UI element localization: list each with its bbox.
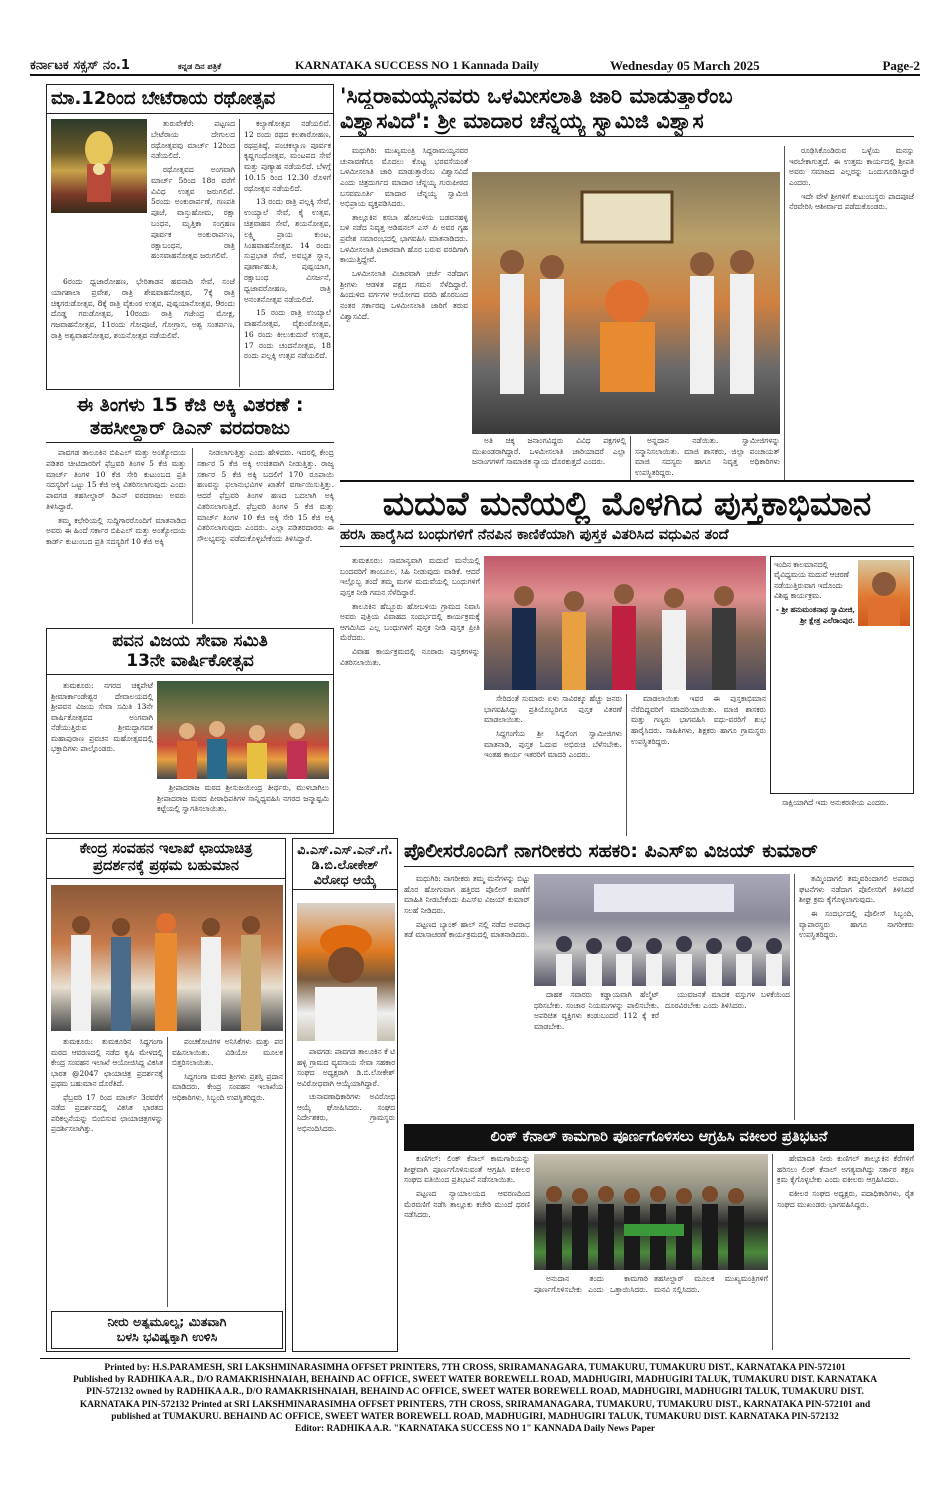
story-paragraph: ಅನ್ನದಾನ ನಡೆಯಿತು. ಸ್ವಾಮೀಜಿಗಳನ್ನು ಸನ್ಮಾನಿಸಲಾಯಿತು. ಮಾಜಿ ಶಾಸಕರು, ಜಿಲ್ಲಾ ಪಂಚಾಯತ್ ಮಾಜಿ ಸದಸ್ಯರು ಹಾಗೂ ನಿವೃತ್ತ ಅಧಿಕಾರಿಗಳು ಉಪಸ್ಥಿತರಿದ್ದರು.	[635, 436, 780, 477]
slogan-line-1: ನೀರು ಅತ್ಯಮೂಲ್ಯ; ಮಿತವಾಗಿ	[107, 1314, 227, 1329]
story-headline: ಕೇಂದ್ರ ಸಂವಹನ ಇಲಾಖೆ ಛಾಯಾಚಿತ್ರ	[79, 841, 253, 857]
story-paragraph: ಹೇಮಾವತಿ ನೀರು ಕುಣಿಗಲ್ ತಾಲ್ಲೂಕಿನ ಕೆರೆಗಳಿಗೆ ಹರಿಸಲು ಲಿಂಕ್ ಕೆನಾಲ್ ಅಗತ್ಯವಾಗಿದ್ದು ಸರ್ಕಾರ ತಕ್ಷಣ ಕ್ರಮ ಕೈಗೊಳ್ಳಬೇಕು ಎಂದು ವಕೀಲರು ಆಗ್ರಹಿಸಿದರು.	[777, 1154, 914, 1185]
story-paragraph: ತುಮಕೂರು: ತುಮಕೂರಿನ ಸಿದ್ದಗಂಗಾ ಮಠದ ಆವರಣದಲ್ಲಿ ನಡೆದ ಕೃಷಿ ಮೇಳದಲ್ಲಿ ಕೇಂದ್ರ ಸಂವಹನ ಇಲಾಖೆ ಆಯೋಜಿಸಿದ್ದ ವಿಕಸಿತ ಭಾರತ @2047 ಛಾಯಾಚಿತ್ರ ಪ್ರದರ್ಶನಕ್ಕೆ ಪ್ರಥಮ ಬಹುಮಾನ ದೊರೆತಿದೆ.	[51, 1037, 163, 1089]
audience-illustration	[534, 874, 790, 986]
paper-english-name: KARNATAKA SUCCESS NO 1 Kannada Daily	[295, 58, 539, 72]
masthead	[30, 54, 920, 76]
story-body-left	[51, 1037, 163, 1307]
swamiji-felicitation-photo	[472, 172, 780, 434]
story-paragraph: ನೀಡಲಾಗುತ್ತಿತ್ತು ಎಂದು ಹೇಳಿದರು. ಇದರಲ್ಲಿ ಕೇಂದ್ರ ಸರ್ಕಾರ 5 ಕೆಜಿ ಅಕ್ಕಿ ಉಚಿತವಾಗಿ ನೀಡುತ್ತಿತ್ತು. ರಾಜ್ಯ ಸರ್ಕಾರ 5 ಕೆಜಿ ಅಕ್ಕಿ ಬದಲಿಗೆ 170 ರೂಪಾಯಿ ಹಣವನ್ನು ಫಲಾನುಭವಿಗಳ ಖಾತೆಗೆ ವರ್ಗಾಯಿಸುತ್ತಿತ್ತು. ಆದರೆ ಫೆಬ್ರವರಿ ತಿಂಗಳ ಹಣದ ಬದಲಾಗಿ ಅಕ್ಕಿ ವಿತರಿಸಲಾಗುತ್ತಿದೆ. ಫೆಬ್ರವರಿ ತಿಂಗಳ 5 ಕೆಜಿ ಮತ್ತು ಮಾರ್ಚ್ ತಿಂಗಳ 10 ಕೆಜಿ ಅಕ್ಕಿ ಸೇರಿ 15 ಕೆಜಿ ಅಕ್ಕಿ ವಿತರಿಸಲಾಗುವುದು ಎಂದರು. ಎಲ್ಲಾ ಪಡಿತರದಾರರು ಈ ಸೌಲಭ್ಯವನ್ನು ಪಡೆದುಕೊಳ್ಳಬೇಕೆಂದು ತಿಳಿಸಿದ್ದಾರೆ.	[197, 448, 334, 544]
story-body-bottom	[51, 277, 235, 387]
story-body-mid	[484, 694, 622, 836]
story-body-right-end	[770, 798, 914, 836]
story-paragraph: ತಾಲೂಕಿನ ಹೆಬ್ಬೂರು ಹೋಬಳಿಯ ಗ್ರಾಮದ ನಿವಾಸಿ ಅವರು ಪುತ್ರಿಯ ವಿವಾಹದ ಸಂದರ್ಭದಲ್ಲಿ ಕಾರ್ಯಕ್ರಮಕ್ಕೆ ಆಗಮಿಸಿದ ಎಲ್ಲ ಬಂಧುಗಳಿಗೆ ಪುಸ್ತಕ ನೀಡಿ ಪುಸ್ತಕ ಪ್ರೀತಿ ಮೆರೆದರು.	[340, 601, 480, 643]
imprint-editor-line: Editor: RADHIKA A.R. "KARNATAKA SUCCESS NO 1" KANNADA Daily News Paper	[294, 1424, 656, 1435]
swamiji-portrait	[858, 560, 910, 626]
story-paragraph: ಪಾವಗಡ: ಪಾವಗಡ ತಾಲೂಕಿನ ಕೆ ಟಿ ಹಳ್ಳಿ ಗ್ರಾಮದ ವ್ಯವಸಾಯ ಸೇವಾ ಸಹಕಾರ ಸಂಘದ ಅಧ್ಯಕ್ಷರಾಗಿ ಡಿ.ಬಿ.ಲೋಕೇಶ್ ಅವಿರೋಧವಾಗಿ ಆಯ್ಕೆಯಾಗಿದ್ದಾರೆ.	[297, 1047, 395, 1088]
story-body-left	[46, 448, 186, 624]
page-number: Page-2	[882, 58, 920, 73]
story-paragraph: ರೂಢಿಸಿಕೊಂಡಿರುವ ಒಳ್ಳೆಯ ಮನಸ್ಸು ಇರಬೇಕಾಗುತ್ತದೆ. ಈ ಉತ್ತಮ ಕಾರ್ಯದಲ್ಲಿ ಶ್ರೀಪತಿ ಅವರು ಸಮಾಜದ ಎಲ್ಲರನ್ನು ಒಂದುಗೂಡಿಸಿದ್ದಾರೆ ಎಂದರು.	[789, 146, 914, 187]
story-headline: ಮದುವೆ ಮನೆಯಲ್ಲಿ ಮೊಳಗಿದ ಪುಸ್ತಕಾಭಿಮಾನ	[340, 480, 914, 524]
story-paragraph: ವಕೀಲರ ಸಂಘದ ಅಧ್ಯಕ್ಷರು, ಪದಾಧಿಕಾರಿಗಳು, ರೈತ ಸಂಘದ ಮುಖಂಡರು ಭಾಗವಹಿಸಿದ್ದರು.	[777, 1188, 914, 1209]
quote-attribution: - ಶ್ರೀ ಹನುಮಂತನಾಥ ಸ್ವಾಮೀಜಿ, ಶ್ರೀ ಕ್ಷೇತ್ರ ಎಲೆರಾಂಪುರ.	[775, 605, 855, 625]
story-body-mid2	[630, 436, 780, 480]
temple-deity-photo	[51, 119, 147, 213]
story-headline-line3: ವಿರೋಧ ಆಯ್ಕೆ	[293, 872, 397, 890]
story-body-left	[404, 874, 530, 1120]
story-body-right	[192, 448, 334, 624]
story-rathotsava	[46, 84, 334, 390]
story-paragraph: ಮಧುಗಿರಿ: ನಾಗರೀಕರು ತಮ್ಮ ಮನೆಗಳನ್ನು ಬಿಟ್ಟು ಹೊರ ಹೋಗುವಾಗ ಹತ್ತಿರದ ಪೊಲೀಸ್ ಠಾಣೆಗೆ ಮಾಹಿತಿ ನೀಡಬೇಕೆಂದು ಪಿಎಸ್ಐ ವಿಜಯ್ ಕುಮಾರ್ ಸಲಹೆ ನೀಡಿದರು.	[404, 874, 530, 915]
story-paragraph: ತುರುವೇಕೆರೆ: ಪಟ್ಟಣದ ಬೇಟೆರಾಯ ದೇಗುಲದ ರಥೋತ್ಸವವು ಮಾರ್ಚ್ 12ರಿಂದ ನಡೆಯಲಿದೆ.	[151, 119, 235, 161]
protest-group-illustration	[534, 1154, 768, 1270]
slogan-line-2: ಬಳಸಿ ಭವಿಷ್ಯಕ್ಕಾಗಿ ಉಳಿಸಿ	[116, 1329, 218, 1344]
story-pavana-vijaya	[46, 628, 334, 834]
story-body-left	[340, 146, 468, 436]
story-body-right	[772, 1154, 914, 1350]
story-body-right	[239, 119, 331, 387]
story-body-right	[784, 146, 914, 480]
imprint-line: Printed by: H.S.PARAMESH, SRI LAKSHMINARASIMHA OFFSET PRINTERS, 7TH CROSS, SRIRAMANAGARA, TUMAKURU, TUMAKURU DIST., KARNATAKA PIN-572101	[104, 1363, 846, 1373]
story-subheadline: 13ನೇ ವಾರ್ಷಿಕೋತ್ಸವ	[47, 651, 333, 674]
story-paragraph: ಸಿದ್ದಗಂಗಾ ಮಠದ ಶ್ರೀಗಳು ಪ್ರಶಸ್ತಿ ಪ್ರದಾನ ಮಾಡಿದರು. ಕೇಂದ್ರ ಸಂವಹನ ಇಲಾಖೆಯ ಅಧಿಕಾರಿಗಳು, ಸಿಬ್ಬಂದಿ ಉಪಸ್ಥಿತರಿದ್ದರು.	[172, 1071, 283, 1102]
story-body-left	[51, 681, 153, 831]
lawyers-protest-photo	[534, 1154, 768, 1270]
wedding-photo	[484, 556, 766, 690]
award-group-illustration	[51, 885, 283, 1031]
story-paragraph: ಪಂಚಕೋಟಿಗಳ ಅನಿಸಿಕೆಗಳು ಮತ್ತು ಪರ ವಹಿಸಲಾಯಿತು. ವಿಡಿಯೋ ಮೂಲಕ ಬಿತ್ತರಿಸಲಾಯಿತು.	[172, 1037, 283, 1068]
paper-name: ಕರ್ನಾಟಕ ಸಕ್ಸಸ್ ನಂ.1	[30, 58, 130, 73]
story-paragraph: ಸಾಕ್ಷಿಯಾಗಿದೆ ಇದು ಅನುಕರಣೀಯ ಎಂದರು.	[782, 798, 889, 807]
quote-box	[770, 556, 914, 794]
story-body-right	[794, 874, 914, 1120]
story-subheadline: ಹರಸಿ ಹಾರೈಸಿದ ಬಂಧುಗಳಿಗೆ ನೆನಪಿನ ಕಾಣಿಕೆಯಾಗಿ ಪುಸ್ತಕ ವಿತರಿಸಿದ ವಧುವಿನ ತಂದೆ	[340, 524, 914, 547]
story-body-mid	[534, 990, 790, 1120]
deity-illustration	[51, 119, 147, 213]
story-police-cooperation	[404, 840, 914, 1122]
group-illustration	[472, 172, 780, 434]
imprint-line: KARNATAKA PIN-572132 Printed at SRI LAKSHMINARASIMHA OFFSET PRINTERS, 7TH CROSS, SRIRAMANAGARA, TUMAKURU, TUMAKURU DIST., KARNATAKA PIN-572101 and	[79, 1399, 871, 1410]
story-paragraph: ಅತಿ ಚಿಕ್ಕ ಜನಾಂಗವಿದ್ದರು ವಿವಿಧ ಪಕ್ಷಗಳಲ್ಲಿ ಮುಖಂಡರಾಗಿದ್ದಾರೆ. ಒಳಮೀಸಲಾತಿ ಜಾರಿಯಾದರೆ ಎಲ್ಲಾ ಜನಾಂಗಗಳಿಗೆ ಸಾಮಾಜಿಕ ನ್ಯಾಯ ದೊರಕುತ್ತದೆ ಎಂದರು.	[472, 436, 626, 467]
people-illustration	[157, 681, 329, 779]
lokesh-portrait	[297, 903, 395, 1041]
story-headline-line2: ವಿಶ್ವಾಸವಿದೆ': ಶ್ರೀ ಮಾದಾರ ಚೆನ್ನಯ್ಯ ಸ್ವಾಮಿಜಿ ವಿಶ್ವಾಸ	[340, 109, 914, 137]
story-internal-reservation	[340, 84, 914, 480]
story-paragraph: 6ರಂದು ಧ್ವಜಾರೋಹಣ, ಭೇರಿತಾಡನ ಹವನಾದಿ ಸೇವೆ, ಸಂಜೆ ಯಾಗಶಾಲಾ ಪ್ರವೇಶ, ರಾತ್ರಿ ಶೇಷವಾಹನೋತ್ಸವ, 7ಕ್ಕೆ ರಾತ್ರಿ ಚಿಕ್ಕಗರುಡೋತ್ಸವ, 8ಕ್ಕೆ ರಾತ್ರಿ ವೈಕುಂಠ ಉತ್ಸವ, ಪುಷ್ಪಯಾನೋತ್ಸವ, 9ರಂದು ದೊಡ್ಡ ಗರುಡೋತ್ಸವ, 10ರಂದು ರಾತ್ರಿ ಗಜೇಂದ್ರ ಮೋಕ್ಷ, ಗಜವಾಹನೋತ್ಸವ, 11ರಂದು ಗೋಪೂಜೆ, ಗೋಗ್ರಾಸ, ಅಶ್ವ ಸಂತರ್ಪಣ, ರಾತ್ರಿ ಅಶ್ವವಾಹನೋತ್ಸವ, ಶಯನೋತ್ಸವ ನಡೆಯಲಿವೆ.	[51, 277, 235, 340]
story-headline: ಲಿಂಕ್ ಕೆನಾಲ್ ಕಾಮಗಾರಿ ಪೂರ್ಣಗೊಳಿಸಲು ಆಗ್ರಹಿಸಿ ವಕೀಲರ ಪ್ರತಿಭಟನೆ	[404, 1124, 914, 1151]
story-body	[297, 1047, 395, 1347]
quote-text: ಇಂದಿನ ಕಾಲಮಾನದಲ್ಲಿ ವೈವಿಧ್ಯಮಯ ಮದುವೆ ಆಚರಣೆ ನಡೆಯುತ್ತಿರುವಾಗ ಇದೊಂದು ವಿಶಿಷ್ಟ ಕಾರ್ಯಕ್ರಮ.	[774, 560, 849, 601]
story-paragraph: ಪಾವಗಡ ತಾಲೂಕಿನ ಬಿಪಿಎಲ್ ಮತ್ತು ಅಂತ್ಯೋದಯ ಪಡಿತರ ಚೀಟಿದಾರರಿಗೆ ಫೆಬ್ರವರಿ ತಿಂಗಳ 5 ಕೆಜಿ ಮತ್ತು ಮಾರ್ಚ್ ತಿಂಗಳ 10 ಕೆಜಿ ಸೇರಿ ಕುಟುಂಬದ ಪ್ರತಿ ಸದಸ್ಯರಿಗೆ ಒಟ್ಟು 15 ಕೆಜಿ ಅಕ್ಕಿ ವಿತರಿಸಲಾಗುವುದು ಎಂದು ಪಾವಗಡ ತಹಸೀಲ್ದಾರ್ ಡಿಎನ್ ವರದರಾಜು ಅವರು ತಿಳಿಸಿದ್ದಾರೆ.	[46, 448, 186, 511]
story-paragraph: ವಿವಾಹ ಕಾರ್ಯಕ್ರಮದಲ್ಲಿ ನೂರಾರು ಪುಸ್ತಕಗಳನ್ನು ವಿತರಿಸಲಾಯಿತು.	[340, 647, 480, 667]
award-ceremony-photo	[51, 885, 283, 1031]
story-headline: ಪವನ ವಿಜಯ ಸೇವಾ ಸಮಿತಿ	[112, 631, 268, 651]
story-paragraph: ಚುನಾವಣಾಧಿಕಾರಿಗಳು ಅವಿರೋಧ ಆಯ್ಕೆ ಘೋಷಿಸಿದರು. ಸಂಘದ ನಿರ್ದೇಶಕರು, ಗ್ರಾಮಸ್ಥರು ಅಭಿನಂದಿಸಿದರು.	[297, 1092, 395, 1133]
paper-tagline: ಕನ್ನಡ ದಿನ ಪತ್ರಿಕೆ	[178, 61, 222, 71]
imprint-line: Published by RADHIKA A.R., D/O RAMAKRISHNAIAH, BEHAIND AC OFFICE, SWEET WATER BOREWELL ROAD, MADHUGIRI, MADHUGIRI TALUK, TUMAKURU DIST. KARNATAKA	[73, 1375, 877, 1386]
imprint-footer	[40, 1358, 910, 1442]
story-headline: ಪೊಲೀಸರೊಂದಿಗೆ ನಾಗರೀಕರು ಸಹಕರಿ: ಪಿಎಸ್ಐ ವಿಜಯ್ ಕುಮಾರ್	[404, 840, 914, 867]
story-paragraph: ಅನುದಾನ ತಂದು ಕಾಮಗಾರಿ ಪೂರ್ಣಗೊಳಿಸಬೇಕು ಎಂದು ಒತ್ತಾಯಿಸಿದರು. ತಹಸೀಲ್ದಾರ್ ಮೂಲಕ ಮುಖ್ಯಮಂತ್ರಿಗಳಿಗೆ ಮನವಿ ಸಲ್ಲಿಸಿದರು.	[534, 1274, 768, 1294]
imprint-line: published at TUMAKURU. BEHAIND AC OFFICE, SWEET WATER BOREWELL ROAD, MADHUGIRI, MADHUGIRI TALUK, TUMAKURU DIST. KARNATAKA PIN-572132	[111, 1411, 839, 1422]
story-headline-line2: ಡಿ.ಬಿ.ಲೋಕೇಶ್	[311, 857, 379, 872]
story-paragraph: ತುಮಕೂರು: ಸಾಮಾನ್ಯವಾಗಿ ಮದುವೆ ಮನೆಯಲ್ಲಿ ಬಂದವರಿಗೆ ತಾಂಬೂಲ, ಸಿಹಿ ನೀಡುವುದು ವಾಡಿಕೆ. ಆದರೆ ಇಲ್ಲೊಬ್ಬ ತಂದೆ ತಮ್ಮ ಮಗಳ ಮದುವೆಯಲ್ಲಿ ಬಂಧುಗಳಿಗೆ ಪುಸ್ತಕ ನೀಡಿ ಗಮನ ಸೆಳೆದಿದ್ದಾರೆ.	[340, 556, 480, 597]
story-body-left	[340, 556, 480, 836]
story-paragraph: ಸೇರಿದಂತೆ ಸುಮಾರು ಏಳು ಸಾವಿರಕ್ಕೂ ಹೆಚ್ಚು ಜನರು ಭಾಗವಹಿಸಿದ್ದು ಪ್ರತಿಯೊಬ್ಬರಿಗೂ ಪುಸ್ತಕ ವಿತರಣೆ ಮಾಡಲಾಯಿತು.	[484, 694, 622, 725]
story-paragraph: ದಾಹಕ ಸವಾರರು ಕಡ್ಡಾಯವಾಗಿ ಹೆಲ್ಮೆಟ್ ಧರಿಸಬೇಕು. ಸಂಚಾರ ನಿಯಮಗಳನ್ನು ಪಾಲಿಸಬೇಕು. ಅಪರಿಚಿತ ವ್ಯಕ್ತಿಗಳು ಕಂಡುಬಂದರೆ 112 ಕ್ಕೆ ಕರೆ ಮಾಡಬೇಕು.	[534, 990, 659, 1031]
story-body-right	[167, 1037, 283, 1307]
water-slogan-box	[51, 1311, 283, 1349]
story-headline: 'ಸಿದ್ದರಾಮಯ್ಯನವರು ಒಳಮೀಸಲಾತಿ ಜಾರಿ ಮಾಡುತ್ತಾರೆಂಬ	[340, 84, 733, 108]
story-paragraph: ಶ್ರೀಪಾದರಾಜ ಮಠದ ಶ್ರೀಸುಜಯೀಂದ್ರ ತೀರ್ಥರು, ಮುಳಬಾಗಿಲು ಶ್ರೀಪಾದರಾಜ ಮಠದ ಪೀಠಾಧಿಪತಿಗಳ ಸಾನ್ನಿಧ್ಯವಹಿಸಿ ನಗರದ ಜನ್ಮಾಷ್ಟಮಿ ಕಟ್ಟೆಯಲ್ಲಿ ಸ್ವಾಗತಿಸಲಾಯಿತು.	[157, 783, 329, 813]
story-subheadline: ತಹಸೀಲ್ದಾರ್ ಡಿಎನ್ ವರದರಾಜು	[46, 417, 334, 443]
story-body-mid	[534, 1274, 768, 1350]
story-subheadline: ಪ್ರದರ್ಶನಕ್ಕೆ ಪ್ರಥಮ ಬಹುಮಾನ	[47, 858, 285, 878]
story-paragraph: ಫೆಬ್ರವರಿ 17 ರಿಂದ ಮಾರ್ಚ್ 3ರವರೆಗೆ ನಡೆದ ಪ್ರದರ್ಶನದಲ್ಲಿ ವಿಕಸಿತ ಭಾರತದ ಪರಿಕಲ್ಪನೆಯನ್ನು ಬಿಂಬಿಸುವ ಛಾಯಾಚಿತ್ರಗಳನ್ನು ಪ್ರದರ್ಶಿಸಲಾಗಿತ್ತು.	[51, 1092, 163, 1134]
story-body-mid	[472, 436, 626, 480]
portrait-illustration	[858, 560, 910, 626]
story-vssn-election	[292, 838, 398, 1352]
story-paragraph: ರಥೋತ್ಸವದ ಅಂಗವಾಗಿ ಮಾರ್ಚ್ 5ರಿಂದ 18ರ ವರೆಗೆ ವಿವಿಧ ಉತ್ಸವ ಜರುಗಲಿವೆ. 5ರಂದು ಅಂಕುರಾರ್ಪಣೆ, ಗಣಪತಿ ಪೂಜೆ, ವಾಸ್ತುಹೋಮ, ರಕ್ಷಾ ಬಂಧನ, ಮೃತ್ತಿಕಾ ಸಂಗ್ರಹಣ ಪೂರ್ವಕ ಅಂಕುರಾರ್ಪಣ, ರಕ್ಷಾಬಂಧನ, ರಾತ್ರಿ ಹಂಸವಾಹನೋತ್ಸವ ಜರುಗಲಿವೆ.	[151, 165, 235, 261]
story-wedding-books	[340, 480, 914, 838]
issue-date: Wednesday 05 March 2025	[610, 58, 760, 73]
story-paragraph: ತುಮಕೂರು: ನಗರದ ಚಿಕ್ಕಪೇಟೆ ಶ್ರೀಮಾರ್ಕಾಂಡೇಶ್ವರ ದೇವಾಲಯದಲ್ಲಿ ಶ್ರೀಪವನ ವಿಜಯ ಸೇವಾ ಸಮಿತಿ 13ನೇ ವಾರ್ಷಿಕೋತ್ಸವದ ಅಂಗವಾಗಿ ನೆಡೆಯುತ್ತಿರುವ ಶ್ರೀಮದ್ಭಾಗವತ ಮಹಾಪುರಾಣ ಪ್ರವಚನ ಮಹೋತ್ಸವದಲ್ಲಿ ಭಕ್ತಾದಿಗಳು ಪಾಲ್ಗೊಂಡರು.	[51, 681, 153, 753]
story-paragraph: ಮಾಡಲಾಯಿತು ಇವರ ಈ ಪುಸ್ತಕಾಭಿಮಾನ ನೆರೆದಿದ್ದವರಿಗೆ ಮಾದರಿಯಾಯಿತು. ಮಾಜಿ ಶಾಸಕರು ಮತ್ತು ಗಣ್ಯರು ಭಾಗವಹಿಸಿ ವಧು-ವರರಿಗೆ ಶುಭ ಹಾರೈಸಿದರು. ಸಾಹಿತಿಗಳು, ಶಿಕ್ಷಕರು ಹಾಗೂ ಗ್ರಾಮಸ್ಥರು ಉಪಸ್ಥಿತರಿದ್ದರು.	[631, 694, 766, 746]
procession-photo	[157, 681, 329, 779]
story-body-left	[404, 1154, 530, 1350]
story-paragraph: ಈ ಸಂದರ್ಭದಲ್ಲಿ ಪೊಲೀಸ್ ಸಿಬ್ಬಂದಿ, ವ್ಯಾಪಾರಸ್ಥರು ಹಾಗೂ ನಾಗರೀಕರು ಉಪಸ್ಥಿತರಿದ್ದರು.	[799, 908, 914, 940]
story-paragraph: ತಾಲ್ಲೂಕಿನ ಕಸಬಾ ಹೋಬಳಿಯ ಬಡವನಹಳ್ಳಿ ಬಳಿ ನಡೆದ ನಿವೃತ್ತ ಅಡಿಷನಲ್ ಎಸ್ ಪಿ ಅವರ ಗೃಹ ಪ್ರವೇಶ ಸಮಾರಂಭದಲ್ಲಿ ಭಾಗವಹಿಸಿ ಮಾತನಾಡಿದರು. ಒಳಮೀಸಲಾತಿ ವಿಚಾರವಾಗಿ ಹೊರ ಬರುವ ವರದಿಗಾಗಿ ಕಾಯುತ್ತಿದ್ದೇವೆ.	[340, 212, 468, 265]
story-paragraph: ತಮ್ಮ ಕಛೇರಿಯಲ್ಲಿ ಸುದ್ದಿಗಾರರೊಂದಿಗೆ ಮಾತನಾಡಿದ ಅವರು ಈ ಹಿಂದೆ ಸರ್ಕಾರ ಬಿಪಿಎಲ್ ಮತ್ತು ಅಂತ್ಯೋದಯ ಕಾರ್ಡ್ ಕುಟುಂಬದ ಪ್ರತಿ ಸದಸ್ಯರಿಗೆ 10 ಕೆಜಿ ಅಕ್ಕಿ	[46, 515, 186, 547]
story-paragraph: ಪಟ್ಟಣದ ಬ್ಯಾಂಕ್ ಹಾಲ್ ನಲ್ಲಿ ನಡೆದ ಅಪರಾಧ ತಡೆ ಮಾಸಾಚರಣೆ ಕಾರ್ಯಕ್ರಮದಲ್ಲಿ ಮಾತನಾಡಿದರು.	[404, 919, 530, 940]
photo-caption	[157, 783, 329, 831]
story-paragraph: ಪಟ್ಟಣದ ನ್ಯಾಯಾಲಯದ ಆವರಣದಿಂದ ಮೆರವಣಿಗೆ ನಡೆಸಿ ತಾಲ್ಲೂಕು ಕಚೇರಿ ಮುಂದೆ ಧರಣಿ ನಡೆಸಿದರು.	[404, 1188, 530, 1220]
wedding-group-illustration	[484, 556, 766, 690]
story-paragraph: ಮಧುಗಿರಿ: ಮುಖ್ಯಮಂತ್ರಿ ಸಿದ್ದರಾಮಯ್ಯನವರ ಚುನಾವಣೆಗೂ ಮೊದಲು ಕೊಟ್ಟ ಭರವಸೆಯಂತೆ ಒಳಮೀಸಲಾತಿ ಜಾರಿ ಮಾಡುತ್ತಾರೆಂಬ ವಿಶ್ವಾಸವಿದೆ ಎಂದು ಚಿತ್ರದುರ್ಗದ ಮಾದಾರ ಚೆನ್ನಯ್ಯ ಗುರುಪೀಠದ ಬಸವಮೂರ್ತಿ ಮಾದಾರ ಚೆನ್ನಯ್ಯ ಸ್ವಾಮಿಜಿ ಅಭಿಪ್ರಾಯ ವ್ಯಕ್ತಪಡಿಸಿದರು.	[340, 146, 468, 209]
story-body-mid2	[626, 694, 766, 836]
story-paragraph: ಕಲ್ಯಾಣೋತ್ಸವ ನಡೆಯಲಿವೆ. 12 ರಂದು ರಥದ ಕಲಶಾರೋಹಣ, ರಥಪ್ರತಿಷ್ಠೆ, ಪಂಚಕಲ್ಯಾಣ ಪೂರ್ವಕ ಕೃಷ್ಣಗಂಧೋತ್ಸವ, ಮಂಟಪದ ಸೇವೆ ಮತ್ತು ಪುಣ್ಯಾಹ ನಡೆಯಲಿದೆ. ಬೆಳಗ್ಗೆ 10.15 ರಿಂದ 12.30 ರೊಳಗೆ ರಥೋತ್ಸವ ನಡೆಯಲಿದೆ.	[244, 119, 331, 193]
story-rice-distribution	[46, 394, 334, 626]
story-paragraph: ತಮ್ಮಿಂದಾಗಲಿ ತಮ್ಮವರಿಂದಾಗಲಿ ಅಪರಾಧ ಘಟನೆಗಳು ನಡೆದಾಗ ಪೊಲೀಸರಿಗೆ ತಿಳಿಸಿದರೆ ಶೀಘ್ರ ಕ್ರಮ ಕೈಗೊಳ್ಳಲಾಗುವುದು.	[799, 874, 914, 905]
story-paragraph: 13 ರಂದು ರಾತ್ರಿ ಪಲ್ಲಕ್ಕಿ ಸೇವೆ, ಉಯ್ಯಾಲೆ ಸೇವೆ, ಕೈ ಉತ್ಸವ, ಚಿತ್ರವಾಹನ ಸೇವೆ, ಶಯನೋತ್ಸವ, ಲಕ್ಷ್ಮಿ ಪ್ರಾಯ ಕುಂಟ, ಸಿಂಹವಾಹನೋತ್ಸವ. 14 ರಂದು ಸುಪ್ರಭಾತ ಸೇವೆ, ಅವಭೃತ ಸ್ನಾನ, ಪೂರ್ಣಾಹುತಿ, ಪುಷ್ಪಯಾಗ, ರಕ್ಷಾಬಂಧ ವಿಸರ್ಜನೆ, ಧ್ವಜಾವರೋಹಣ, ರಾತ್ರಿ ಅನಂತನೋತ್ಸವ ನಡೆಯಲಿದೆ.	[244, 197, 331, 304]
story-photo-exhibition-prize	[46, 838, 286, 1352]
police-meeting-photo	[534, 874, 790, 986]
story-link-canal-protest	[404, 1124, 914, 1352]
story-paragraph: 15 ರಂದು ರಾತ್ರಿ ಉಯ್ಯಾಲೆ ವಾಹನೋತ್ಸವ, ವೈಕುಂಠೋತ್ಸವ, 16 ರಂದು ಕೀಲುಕುದುರೆ ಉತ್ಸವ, 17 ರಂದು ಚಂದನೋತ್ಸವ, 18 ರಂದು ಪಲ್ಲಕ್ಕಿ ಉತ್ಸವ ನಡೆಯಲಿದೆ.	[244, 308, 331, 361]
story-paragraph: ಕುಣಿಗಲ್: ಲಿಂಕ್ ಕೆನಾಲ್ ಕಾಮಗಾರಿಯನ್ನು ಶೀಘ್ರವಾಗಿ ಪೂರ್ಣಗೊಳಿಸುವಂತೆ ಆಗ್ರಹಿಸಿ ವಕೀಲರ ಸಂಘದ ವತಿಯಿಂದ ಪ್ರತಿಭಟನೆ ನಡೆಸಲಾಯಿತು.	[404, 1154, 530, 1185]
story-headline: ಮಾ.12ರಿಂದ ಬೇಟೆರಾಯ ರಥೋತ್ಸವ	[47, 85, 333, 114]
story-paragraph: ಇದೇ ವೇಳೆ ಶ್ರೀಗಳಿಗೆ ಕುಟುಂಬಸ್ಥರು ಪಾದಪೂಜೆ ನೆರವೇರಿಸಿ ಆಶೀರ್ವಾದ ಪಡೆದುಕೊಂಡರು.	[789, 191, 914, 212]
imprint-line: PIN-572132 owned by RADHIKA A.R., D/O RAMAKRISHNAIAH, BEHAIND AC OFFICE, SWEET WATER BOREWELL ROAD, MADHUGIRI, MADHUGIRI TALUK, TUMAKURU DIST.	[86, 1387, 864, 1398]
portrait-illustration	[297, 903, 395, 1041]
story-paragraph: ಯುವಜನತೆ ಮಾದಕ ವಸ್ತುಗಳ ಬಳಕೆಯಿಂದ ದೂರವಿರಬೇಕು ಎಂದು ತಿಳಿಸಿದರು.	[665, 990, 790, 1010]
story-headline: ವಿ.ಎಸ್.ಎಸ್.ಎನ್.ಗೆ.	[297, 842, 393, 857]
story-paragraph: ಸಿದ್ದಗಂಗೆಯ ಶ್ರೀ ಸಿದ್ದಲಿಂಗ ಸ್ವಾಮೀಜಿಗಳು ಮಾತನಾಡಿ, ಪುಸ್ತಕ ಓದುವ ಅಭಿರುಚಿ ಬೆಳೆಸಬೇಕು. ಇಂತಹ ಕಾರ್ಯ ಇತರರಿಗೆ ಮಾದರಿ ಎಂದರು.	[484, 728, 622, 760]
story-headline: ಈ ತಿಂಗಳು 15 ಕೆಜಿ ಅಕ್ಕಿ ವಿತರಣೆ :	[76, 394, 304, 416]
story-paragraph: ಒಳಮೀಸಲಾತಿ ವಿಚಾರವಾಗಿ ಚರ್ಚೆ ನಡೆದಾಗ ಶ್ರೀಗಳು ಆಡಳಿತ ಪಕ್ಷದ ಗಮನ ಸೆಳೆದಿದ್ದಾರೆ. ಹಿಂದುಳಿದ ವರ್ಗಗಳ ಆಯೋಗದ ವರದಿ ಹೊರಬಂದ ನಂತರ ಸರ್ಕಾರವು ಒಳಮೀಸಲಾತಿ ಜಾರಿಗೆ ತರುವ ವಿಶ್ವಾಸವಿದೆ.	[340, 269, 468, 321]
